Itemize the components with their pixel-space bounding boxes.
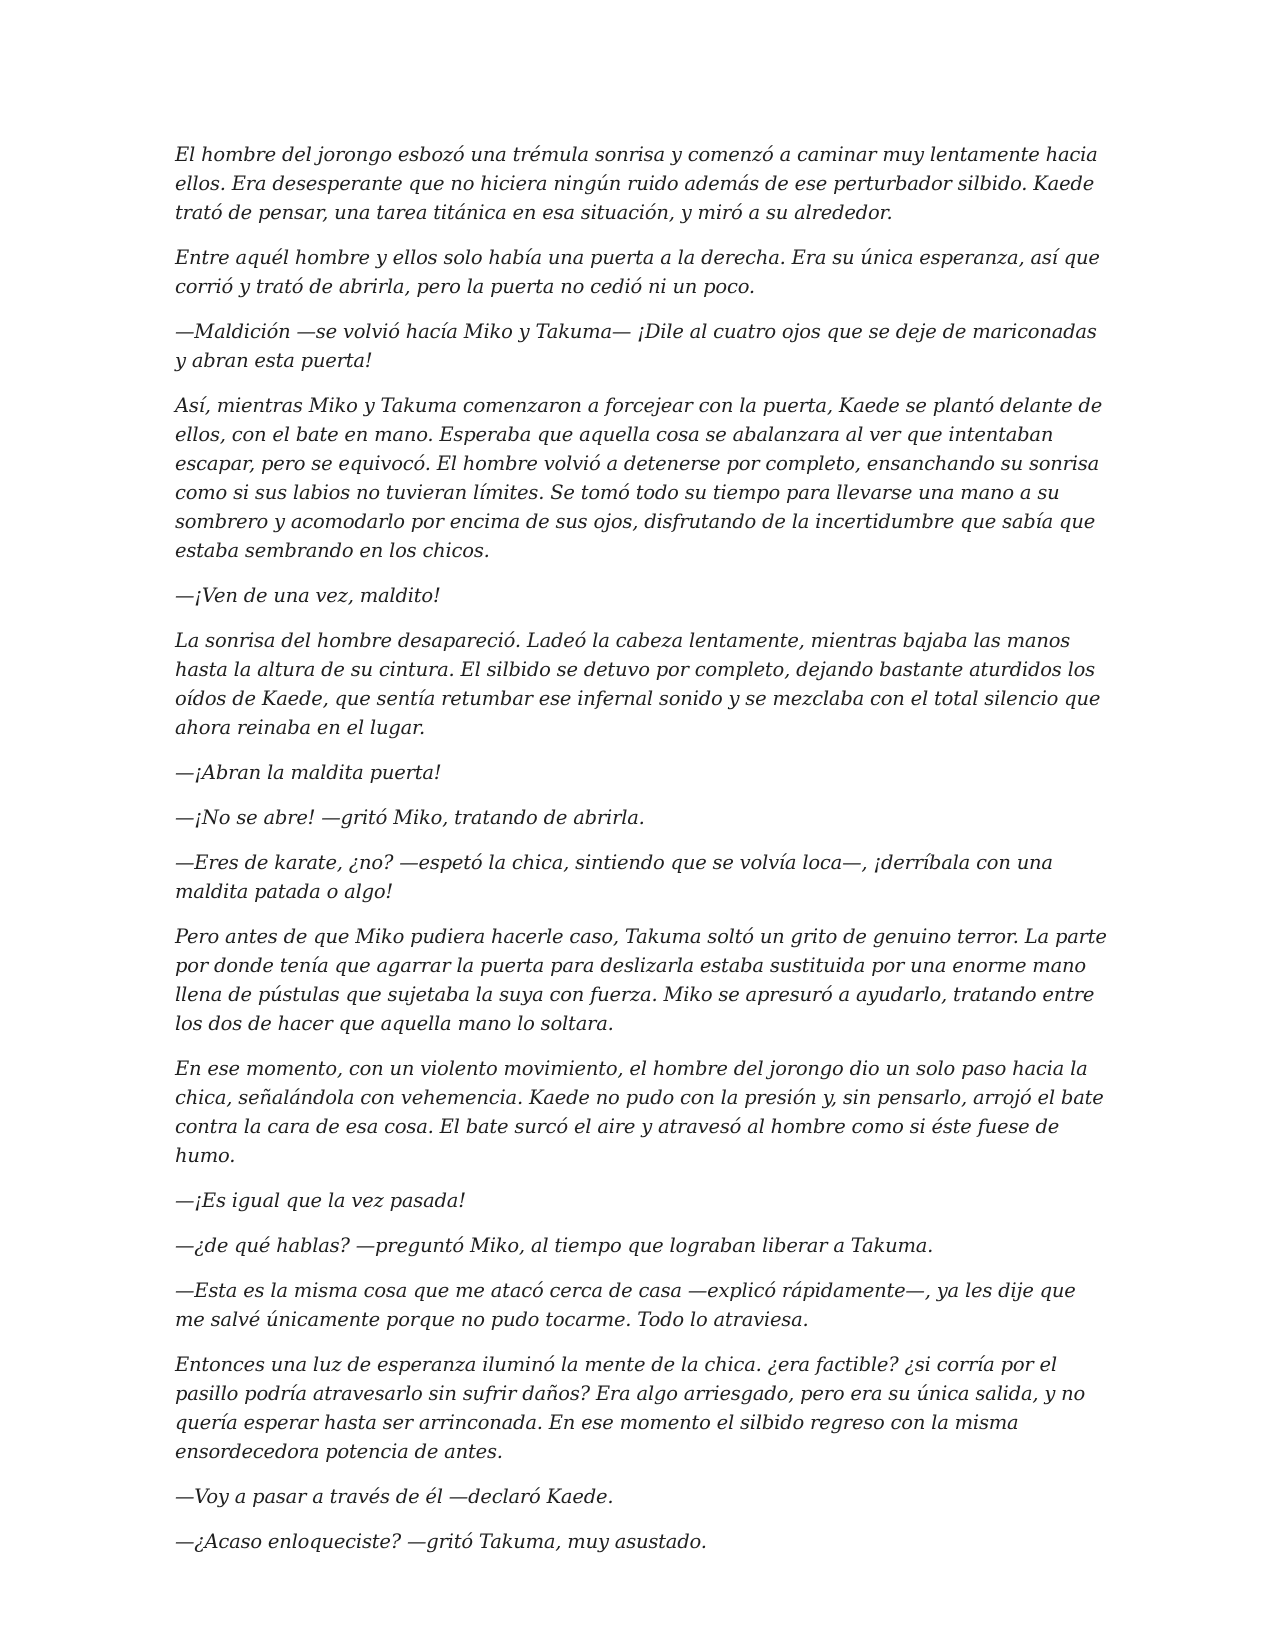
paragraph-13: —¿de qué hablas? —preguntó Miko, al tiempo que lograban liberar a Takuma. [175,1234,934,1257]
paragraph-11: En ese momento, con un violento movimiento, el hombre del jorongo dio un solo paso hacia la chica, señalándola con vehemencia. Kaede no pudo con la presión y, sin pensarlo, arrojó el bate contra la cara de esa cosa. El bate surcó el aire y atravesó al hombre como si éste fuese de humo. [175,1057,1104,1167]
paragraph-12: —¡Es igual que la vez pasada! [175,1189,466,1212]
paragraph-9: —Eres de karate, ¿no? —espetó la chica, sintiendo que se volvía loca—, ¡derríbala con una maldita patada o algo! [175,851,1053,903]
paragraph-10: Pero antes de que Miko pudiera hacerle caso, Takuma soltó un grito de genuino terror. La parte por donde tenía que agarrar la puerta para deslizarla estaba sustituida por una enorme mano llena de pústulas que sujetaba la suya con fuerza. Miko se apresuró a ayudarlo, tratando entre los dos de hacer que aquella mano lo soltara. [175,925,1107,1035]
paragraph-4: Así, mientras Miko y Takuma comenzaron a forcejear con la puerta, Kaede se plantó delante de ellos, con el bate en mano. Esperaba que aquella cosa se abalanzara al ver que intentaban escapar, pero se equivocó. El hombre volvió a detenerse por completo, ensanchando su sonrisa como si sus labios no tuvieran límites. Se tomó todo su tiempo para llevarse una mano a su sombrero y acomodarlo por encima de sus ojos, disfrutando de la incertidumbre que sabía que estaba sembrando en los chicos. [175,394,1103,562]
paragraph-1: El hombre del jorongo esbozó una trémula sonrisa y comenzó a caminar muy lentamente hacia ellos. Era desesperante que no hiciera ningún ruido además de ese perturbador silbido. Kaede trató de pensar, una tarea titánica en esa situación, y miró a su alrededor. [175,143,1098,224]
paragraph-3: —Maldición —se volvió hacía Miko y Takuma— ¡Dile al cuatro ojos que se deje de mariconadas y abran esta puerta! [175,320,1097,372]
document-page [175,140,1110,1572]
paragraph-17: —¿Acaso enloqueciste? —gritó Takuma, muy asustado. [175,1530,707,1553]
paragraph-2: Entre aquél hombre y ellos solo había una puerta a la derecha. Era su única esperanza, así que corrió y trató de abrirla, pero la puerta no cedió ni un poco. [175,246,1100,298]
paragraph-7: —¡Abran la maldita puerta! [175,761,442,784]
paragraph-14: —Esta es la misma cosa que me atacó cerca de casa —explicó rápidamente—, ya les dije que me salvé únicamente porque no pudo tocarme. Todo lo atraviesa. [175,1279,1076,1331]
paragraph-6: La sonrisa del hombre desapareció. Ladeó la cabeza lentamente, mientras bajaba las manos hasta la altura de su cintura. El silbido se detuvo por completo, dejando bastante aturdidos los oídos de Kaede, que sentía retumbar ese infernal sonido y se mezclaba con el total silencio que ahora reinaba en el lugar. [175,629,1101,739]
paragraph-8: —¡No se abre! —gritó Miko, tratando de abrirla. [175,806,645,829]
paragraph-15: Entonces una luz de esperanza iluminó la mente de la chica. ¿era factible? ¿si corría por el pasillo podría atravesarlo sin sufrir daños? Era algo arriesgado, pero era su única salida, y no quería esperar hasta ser arrinconada. En ese momento el silbido regreso con la misma ensordecedora potencia de antes. [175,1353,1086,1463]
paragraph-5: —¡Ven de una vez, maldito! [175,584,441,607]
paragraph-16: —Voy a pasar a través de él —declaró Kaede. [175,1485,614,1508]
